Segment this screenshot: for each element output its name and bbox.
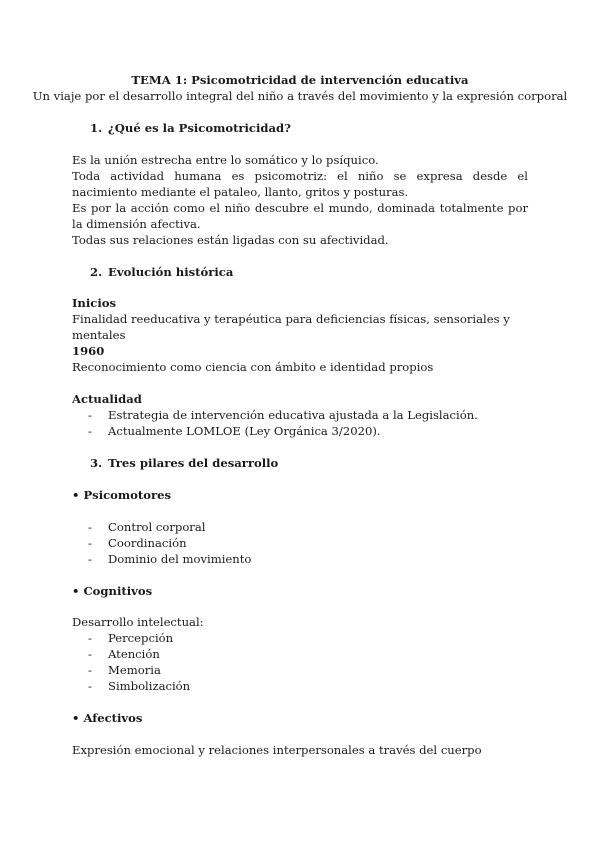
- list-item-text: Dominio del movimiento: [108, 552, 252, 566]
- list-item: [88, 630, 173, 646]
- pillar-psicomotores: • Psicomotores: [72, 488, 171, 502]
- dash-marker: -: [88, 679, 92, 693]
- paragraph: Finalidad reeducativa y terapéutica para deficiencias físicas, sensoriales y mentales: [72, 312, 510, 342]
- section-number: 2.: [90, 265, 103, 279]
- paragraph: Desarrollo intelectual:: [72, 615, 204, 629]
- dash-marker: -: [88, 663, 92, 677]
- paragraph: Es la unión estrecha entre lo somático y lo psíquico.: [72, 153, 379, 167]
- list-item-text: Percepción: [108, 631, 174, 645]
- list-item: [88, 519, 205, 535]
- list-item: [88, 423, 381, 439]
- dash-marker: -: [88, 647, 92, 661]
- paragraph: Reconocimiento como ciencia con ámbito e identidad propios: [72, 360, 434, 374]
- paragraph: Todas sus relaciones están ligadas con su afectividad.: [72, 233, 389, 247]
- list-item: [88, 662, 161, 678]
- list-item-text: Simbolización: [108, 679, 191, 693]
- list-item-text: Atención: [108, 647, 160, 661]
- list-item: [88, 678, 190, 694]
- dash-marker: -: [88, 408, 92, 422]
- list-item-text: Coordinación: [108, 536, 187, 550]
- pillar-cognitivos: • Cognitivos: [72, 584, 153, 598]
- subheading-actualidad: Actualidad: [72, 392, 142, 406]
- section-title: Tres pilares del desarrollo: [108, 456, 279, 470]
- list-item: [88, 407, 478, 423]
- section-2-heading: [90, 264, 233, 280]
- section-1-heading: [90, 120, 291, 136]
- dash-marker: -: [88, 520, 92, 534]
- section-3-heading: [90, 455, 278, 471]
- paragraph: Es por la acción como el niño descubre el mundo, dominada totalmente por la dimensión afectiva.: [72, 201, 528, 231]
- dash-marker: -: [88, 631, 92, 645]
- list-item: [88, 535, 187, 551]
- section-title: Evolución histórica: [108, 265, 234, 279]
- dash-marker: -: [88, 536, 92, 550]
- dash-marker: -: [88, 424, 92, 438]
- section-number: 1.: [90, 121, 103, 135]
- list-item: [88, 551, 251, 567]
- list-item-text: Control corporal: [108, 520, 206, 534]
- paragraph: Toda actividad humana es psicomotriz: el niño se expresa desde el nacimiento mediante el pataleo, llanto, gritos y posturas.: [72, 169, 528, 199]
- paragraph: Expresión emocional y relaciones interpersonales a través del cuerpo: [72, 743, 482, 757]
- list-item-text: Actualmente LOMLOE (Ley Orgánica 3/2020).: [108, 424, 381, 438]
- document-title: TEMA 1: Psicomotricidad de intervención educativa: [131, 73, 469, 87]
- dash-marker: -: [88, 552, 92, 566]
- section-title: ¿Qué es la Psicomotricidad?: [108, 121, 291, 135]
- list-item-text: Memoria: [108, 663, 161, 677]
- subheading-inicios: Inicios: [72, 296, 116, 310]
- list-item-text: Estrategia de intervención educativa ajustada a la Legislación.: [108, 408, 478, 422]
- list-item: [88, 646, 160, 662]
- subheading-year: 1960: [72, 344, 105, 358]
- pillar-afectivos: • Afectivos: [72, 711, 143, 725]
- document-subtitle: Un viaje por el desarrollo integral del niño a través del movimiento y la expresión corporal: [32, 89, 568, 103]
- section-number: 3.: [90, 456, 103, 470]
